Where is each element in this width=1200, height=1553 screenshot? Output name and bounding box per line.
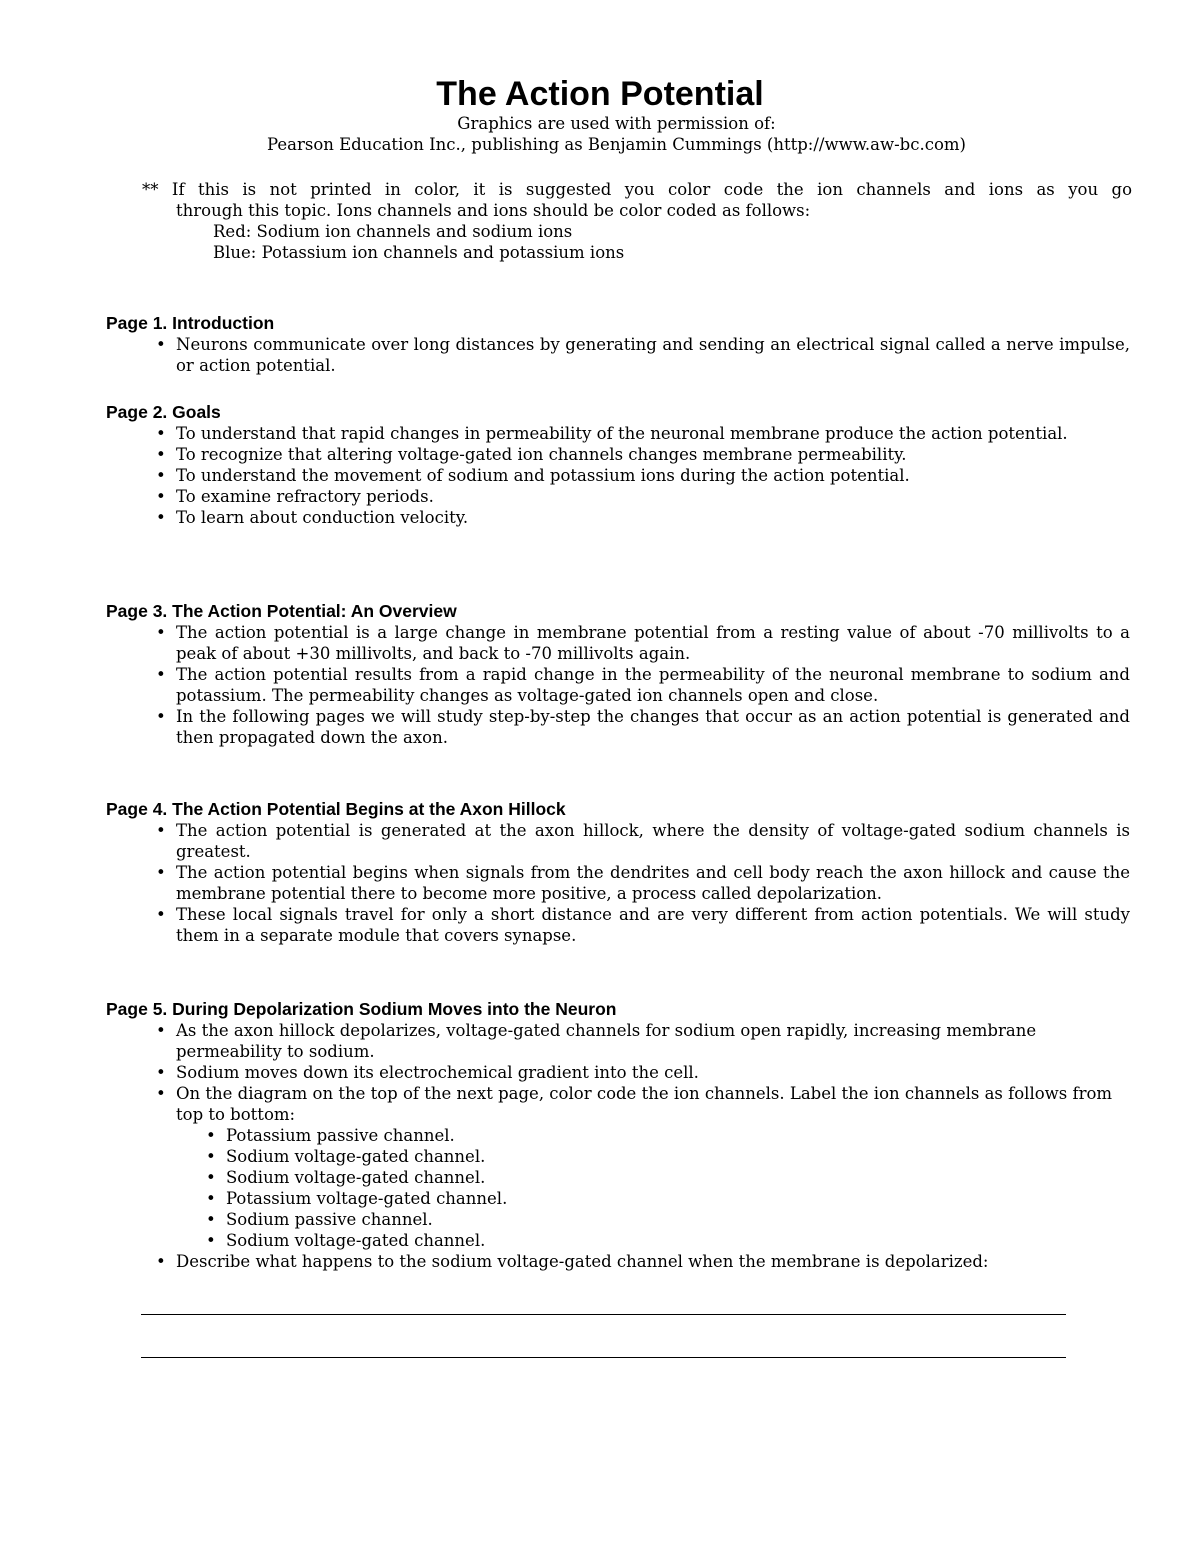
- list-item: • On the diagram on the top of the next page, color code the ion channels. Label the ion channels as follows from top to bottom:: [106, 1083, 1130, 1125]
- section-heading: Page 2. Goals: [106, 402, 221, 422]
- section-introduction: [106, 313, 1130, 376]
- list-item: • To understand that rapid changes in permeability of the neuronal membrane produce the action potential.: [106, 423, 1130, 444]
- credit-line-2: Pearson Education Inc., publishing as Benjamin Cummings (http://www.aw-bc.com): [267, 135, 966, 154]
- color-note-line-2: through this topic. Ions channels and ions should be color coded as follows:: [176, 201, 811, 220]
- answer-line-1[interactable]: [141, 1314, 1066, 1315]
- list-item: • To learn about conduction velocity.: [106, 507, 1130, 528]
- section-depolarization: [106, 999, 1130, 1272]
- list-item: • Neurons communicate over long distances by generating and sending an electrical signal called a nerve impulse, or action potential.: [106, 334, 1130, 376]
- list-item: • These local signals travel for only a short distance and are very different from action potentials. We will study them in a separate module that covers synapse.: [106, 904, 1130, 946]
- section-heading: Page 1. Introduction: [106, 313, 275, 333]
- section-heading: Page 3. The Action Potential: An Overview: [106, 601, 457, 621]
- section-heading: Page 5. During Depolarization Sodium Moves into the Neuron: [106, 999, 617, 1019]
- section-overview: [106, 601, 1130, 748]
- list-item: • The action potential is generated at the axon hillock, where the density of voltage-gated sodium channels is greatest.: [106, 820, 1130, 862]
- color-note-line-1: ** If this is not printed in color, it is suggested you color code the ion channels and ions as you go: [142, 180, 1132, 199]
- sub-list-item: • Sodium voltage-gated channel.: [106, 1230, 1130, 1251]
- list-item: • As the axon hillock depolarizes, voltage-gated channels for sodium open rapidly, increasing membrane permeability to sodium.: [106, 1020, 1130, 1062]
- sub-list-item: • Potassium passive channel.: [106, 1125, 1130, 1146]
- color-code-note: [142, 179, 1132, 263]
- list-item: • In the following pages we will study step-by-step the changes that occur as an action potential is generated and then propagated down the axon.: [106, 706, 1130, 748]
- section-goals: [106, 402, 1130, 528]
- credit-line-1: Graphics are used with permission of:: [457, 114, 776, 133]
- page-title: The Action Potential: [436, 75, 764, 113]
- sub-list-item: • Sodium passive channel.: [106, 1209, 1130, 1230]
- answer-line-2[interactable]: [141, 1357, 1066, 1358]
- list-item: • To understand the movement of sodium and potassium ions during the action potential.: [106, 465, 1130, 486]
- list-item: • To recognize that altering voltage-gated ion channels changes membrane permeability.: [106, 444, 1130, 465]
- list-item: • To examine refractory periods.: [106, 486, 1130, 507]
- section-axon-hillock: [106, 799, 1130, 946]
- sub-list-item: • Potassium voltage-gated channel.: [106, 1188, 1130, 1209]
- list-item: • The action potential is a large change in membrane potential from a resting value of about -70 millivolts to a peak of about +30 millivolts, and back to -70 millivolts again.: [106, 622, 1130, 664]
- sub-list-item: • Sodium voltage-gated channel.: [106, 1146, 1130, 1167]
- section-heading: Page 4. The Action Potential Begins at the Axon Hillock: [106, 799, 566, 819]
- list-item: • The action potential results from a rapid change in the permeability of the neuronal membrane to sodium and potassium. The permeability changes as voltage-gated ion channels open and close.: [106, 664, 1130, 706]
- color-note-blue: Blue: Potassium ion channels and potassium ions: [213, 243, 625, 262]
- list-item: • Sodium moves down its electrochemical gradient into the cell.: [106, 1062, 1130, 1083]
- list-item: • Describe what happens to the sodium voltage-gated channel when the membrane is depolarized:: [106, 1251, 1130, 1272]
- sub-list-item: • Sodium voltage-gated channel.: [106, 1167, 1130, 1188]
- color-note-red: Red: Sodium ion channels and sodium ions: [213, 222, 573, 241]
- list-item: • The action potential begins when signals from the dendrites and cell body reach the axon hillock and cause the membrane potential there to become more positive, a process called depolarization.: [106, 862, 1130, 904]
